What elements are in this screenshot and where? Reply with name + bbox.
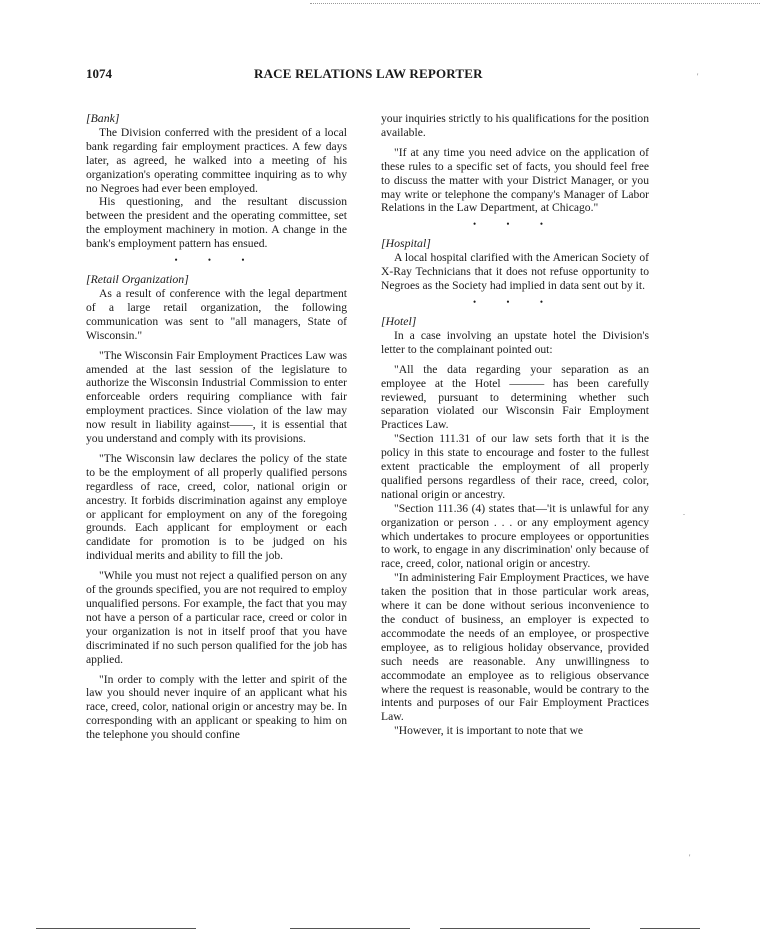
scan-speck: ' [689, 853, 691, 862]
quoted-paragraph: "While you must not reject a qualified person on any of the grounds specified, you are not required to employ unqualified persons. For example, the fact that you may not have a person of a particular race, creed or color in your organization is not in itself proof that you have discriminated if no such person qualified for the job has applied. [86, 569, 347, 666]
left-column [86, 112, 347, 742]
section-heading-hotel: [Hotel] [381, 313, 417, 328]
section-separator-dots: • • • [473, 219, 557, 230]
paragraph: In a case involving an upstate hotel the Division's letter to the complainant pointed out: [381, 328, 649, 356]
section-separator-dots: • • • [174, 255, 259, 266]
quoted-paragraph: "In administering Fair Employment Practices, we have taken the position that in those particular work areas, where it can be done without serious inconvenience to the conduct of business, an employer is expected to accommodate the needs of an employee, or prospective employee, as to religious holiday observance, provided such needs are reasonable. Any unwillingness to accommodate an employee as to religious observance where the request is reasonable, would be contrary to the intents and purposes of our Fair Employment Practices Law. [381, 571, 649, 724]
quoted-paragraph: "However, it is important to note that we [394, 724, 584, 738]
page-header [86, 66, 646, 82]
scan-speck: ' [697, 72, 699, 81]
quoted-paragraph: "Section 111.31 of our law sets forth that it is the policy in this state to encourage and foster to the fullest extent practicable the employment of all properly qualified persons regardless of their race, creed, color, national origin or ancestry. [381, 432, 649, 501]
quoted-paragraph: "The Wisconsin Fair Employment Practices Law was amended at the last session of the legislature to authorize the Wisconsin Industrial Commission to enter enforceable orders requiring compliance with fair employment practices. Since violation of the law may now result in liability against——, it is essential that you understand and comply with its provisions. [86, 348, 347, 446]
running-title: RACE RELATIONS LAW REPORTER [254, 66, 483, 81]
top-dotted-rule [310, 3, 760, 4]
page-number: 1074 [86, 66, 112, 81]
scan-speck: . [683, 508, 685, 517]
bottom-scan-line [440, 928, 590, 929]
paragraph-continuation: your inquiries strictly to his qualifications for the position available. [381, 112, 649, 139]
quoted-paragraph: "The Wisconsin law declares the policy of the state to be the employment of all properly qualified persons regardless of race, creed, color, national origin or ancestry. It forbids discrimination against any employe or applicant for employment on any of the foregoing grounds. Each applicant for employment or each candidate for promotion is to be judged on his individual merits and ability to fill the job. [86, 451, 347, 563]
bottom-scan-line [640, 928, 700, 929]
bottom-scan-line [290, 928, 410, 929]
paragraph: The Division conferred with the president of a local bank regarding fair employment practices. A few days later, as agreed, he walked into a meeting of his organization's operating committee inquiring as to why no Negroes had ever been employed. [86, 125, 347, 195]
paragraph: A local hospital clarified with the American Society of X-Ray Technicians that it does not refuse opportunity to Negroes as the Society had implied in data sent out by it. [381, 251, 649, 293]
quoted-paragraph: "All the data regarding your separation as an employee at the Hotel ——— has been carefully reviewed, pursuant to determining whether such separation violated our Wisconsin Fair Employment Practices Law. [381, 362, 649, 432]
paragraph: His questioning, and the resultant discussion between the president and the operating committee, set the employment machinery in motion. A change in the bank's employment pattern has ensued. [86, 195, 347, 251]
section-heading-bank: [Bank] [86, 111, 120, 125]
right-column [381, 112, 649, 738]
section-heading-retail: [Retail Organization] [86, 272, 189, 287]
paragraph: As a result of conference with the legal department of a large retail organization, the following communication was sent to "all managers, State of Wisconsin." [86, 286, 347, 342]
bottom-scan-line [36, 928, 196, 929]
quoted-paragraph: "Section 111.36 (4) states that—'it is unlawful for any organization or person . . . or any employment agency which undertakes to procure employees or opportunities to work, to engage in any discrimination' only because of race, creed, color, national origin or ancestry. [381, 501, 649, 571]
quoted-paragraph: "If at any time you need advice on the application of these rules to a specific set of facts, you should feel free to discuss the matter with your District Manager, or you may write or telephone the company's Manager of Labor Relations in the Law Department, at Chicago." [381, 145, 649, 215]
section-heading-hospital: [Hospital] [381, 236, 431, 251]
quoted-paragraph: "In order to comply with the letter and spirit of the law you should never inquire of an applicant what his race, creed, color, national origin or ancestry may be. In corresponding with an applicant or speaking to him on the telephone you should confine [86, 672, 347, 742]
section-separator-dots: • • • [473, 296, 557, 307]
